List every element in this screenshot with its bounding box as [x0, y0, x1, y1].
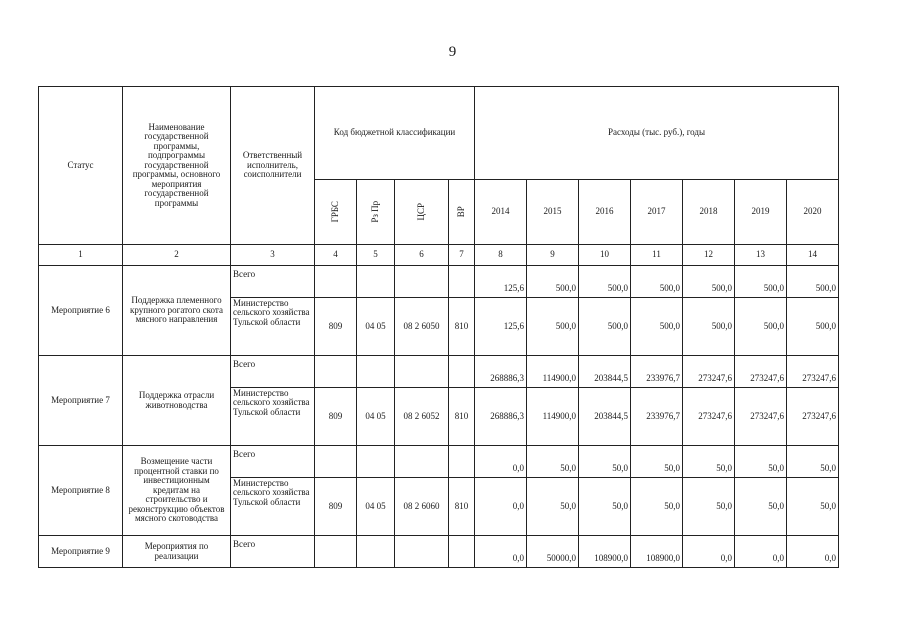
empty-cell [395, 536, 449, 568]
header-year: 2020 [787, 180, 839, 245]
row-executor: Министерство сельского хозяйства Тульской области [231, 478, 315, 536]
value-cell: 50,0 [527, 478, 579, 536]
value-cell: 500,0 [579, 266, 631, 298]
row-status: Мероприятие 7 [39, 356, 123, 446]
column-number: 9 [527, 245, 579, 266]
header-year: 2017 [631, 180, 683, 245]
header-vr: ВР [449, 180, 475, 245]
header-executor: Ответственный исполнитель, соисполнители [231, 87, 315, 245]
value-cell: 0,0 [787, 536, 839, 568]
value-cell: 500,0 [527, 266, 579, 298]
row-executor: Министерство сельского хозяйства Тульской области [231, 298, 315, 356]
value-cell: 500,0 [683, 266, 735, 298]
row-name: Поддержка племенного крупного рогатого скота мясного направления [123, 266, 231, 356]
table-row [39, 446, 839, 478]
vr-cell: 810 [449, 298, 475, 356]
empty-cell [315, 266, 357, 298]
header-grbs: ГРБС [315, 180, 357, 245]
header-year: 2018 [683, 180, 735, 245]
csr-cell: 08 2 6052 [395, 388, 449, 446]
empty-cell [395, 266, 449, 298]
empty-cell [449, 536, 475, 568]
value-cell: 50,0 [787, 478, 839, 536]
column-number: 14 [787, 245, 839, 266]
table-row [39, 266, 839, 298]
empty-cell [357, 446, 395, 478]
column-number: 10 [579, 245, 631, 266]
empty-cell [357, 266, 395, 298]
value-cell: 50,0 [683, 478, 735, 536]
column-number: 2 [123, 245, 231, 266]
value-cell: 500,0 [579, 298, 631, 356]
row-status: Мероприятие 6 [39, 266, 123, 356]
value-cell: 0,0 [683, 536, 735, 568]
vr-cell: 810 [449, 388, 475, 446]
value-cell: 500,0 [631, 266, 683, 298]
value-cell: 125,6 [475, 298, 527, 356]
grbs-cell: 809 [315, 298, 357, 356]
rzpr-cell: 04 05 [357, 298, 395, 356]
column-number: 1 [39, 245, 123, 266]
value-cell: 114900,0 [527, 388, 579, 446]
column-number: 3 [231, 245, 315, 266]
value-cell: 233976,7 [631, 388, 683, 446]
grbs-cell: 809 [315, 478, 357, 536]
column-number: 7 [449, 245, 475, 266]
value-cell: 0,0 [475, 446, 527, 478]
value-cell: 203844,5 [579, 356, 631, 388]
row-total-label: Всего [231, 356, 315, 388]
value-cell: 50,0 [579, 446, 631, 478]
empty-cell [449, 266, 475, 298]
row-total-label: Всего [231, 536, 315, 568]
value-cell: 273247,6 [787, 356, 839, 388]
rzpr-cell: 04 05 [357, 388, 395, 446]
row-name: Мероприятия по реализации [123, 536, 231, 568]
empty-cell [449, 356, 475, 388]
value-cell: 500,0 [787, 266, 839, 298]
value-cell: 0,0 [735, 536, 787, 568]
value-cell: 50000,0 [527, 536, 579, 568]
header-expenses: Расходы (тыс. руб.), годы [475, 87, 839, 180]
value-cell: 268886,3 [475, 388, 527, 446]
empty-cell [395, 356, 449, 388]
empty-cell [357, 536, 395, 568]
empty-cell [315, 536, 357, 568]
value-cell: 233976,7 [631, 356, 683, 388]
value-cell: 108900,0 [579, 536, 631, 568]
empty-cell [395, 446, 449, 478]
value-cell: 50,0 [527, 446, 579, 478]
table-row [39, 536, 839, 568]
value-cell: 0,0 [475, 536, 527, 568]
value-cell: 0,0 [475, 478, 527, 536]
value-cell: 500,0 [735, 298, 787, 356]
value-cell: 50,0 [631, 478, 683, 536]
value-cell: 50,0 [735, 478, 787, 536]
value-cell: 108900,0 [631, 536, 683, 568]
column-number: 13 [735, 245, 787, 266]
column-number-row [39, 245, 839, 266]
header-name: Наименование государственной программы, подпрограммы государственной программы, основного мероприятия государственной программы [123, 87, 231, 245]
header-budget-code: Код бюджетной классификации [315, 87, 475, 180]
header-year: 2015 [527, 180, 579, 245]
header-row [39, 87, 839, 180]
value-cell: 500,0 [683, 298, 735, 356]
column-number: 6 [395, 245, 449, 266]
value-cell: 273247,6 [683, 388, 735, 446]
header-rzpr: Рз Пр [357, 180, 395, 245]
value-cell: 203844,5 [579, 388, 631, 446]
header-year: 2014 [475, 180, 527, 245]
value-cell: 50,0 [787, 446, 839, 478]
column-number: 5 [357, 245, 395, 266]
value-cell: 273247,6 [735, 356, 787, 388]
value-cell: 500,0 [787, 298, 839, 356]
empty-cell [357, 356, 395, 388]
empty-cell [315, 446, 357, 478]
vr-cell: 810 [449, 478, 475, 536]
row-name: Возмещение части процентной ставки по инвестиционным кредитам на строительство и реконструкцию объектов мясного скотоводства [123, 446, 231, 536]
column-number: 4 [315, 245, 357, 266]
value-cell: 125,6 [475, 266, 527, 298]
row-name: Поддержка отрасли животноводства [123, 356, 231, 446]
row-status: Мероприятие 8 [39, 446, 123, 536]
value-cell: 50,0 [631, 446, 683, 478]
value-cell: 50,0 [579, 478, 631, 536]
csr-cell: 08 2 6050 [395, 298, 449, 356]
column-number: 11 [631, 245, 683, 266]
column-number: 12 [683, 245, 735, 266]
row-status: Мероприятие 9 [39, 536, 123, 568]
grbs-cell: 809 [315, 388, 357, 446]
header-year: 2019 [735, 180, 787, 245]
csr-cell: 08 2 6060 [395, 478, 449, 536]
header-status: Статус [39, 87, 123, 245]
row-executor: Министерство сельского хозяйства Тульской области [231, 388, 315, 446]
budget-table [38, 86, 839, 568]
value-cell: 500,0 [631, 298, 683, 356]
value-cell: 50,0 [735, 446, 787, 478]
value-cell: 273247,6 [735, 388, 787, 446]
value-cell: 500,0 [527, 298, 579, 356]
empty-cell [449, 446, 475, 478]
value-cell: 273247,6 [787, 388, 839, 446]
page-number: 9 [448, 44, 457, 60]
row-total-label: Всего [231, 446, 315, 478]
value-cell: 273247,6 [683, 356, 735, 388]
empty-cell [315, 356, 357, 388]
header-csr: ЦСР [395, 180, 449, 245]
value-cell: 268886,3 [475, 356, 527, 388]
value-cell: 500,0 [735, 266, 787, 298]
header-year: 2016 [579, 180, 631, 245]
table-row [39, 356, 839, 388]
column-number: 8 [475, 245, 527, 266]
value-cell: 50,0 [683, 446, 735, 478]
rzpr-cell: 04 05 [357, 478, 395, 536]
value-cell: 114900,0 [527, 356, 579, 388]
row-total-label: Всего [231, 266, 315, 298]
